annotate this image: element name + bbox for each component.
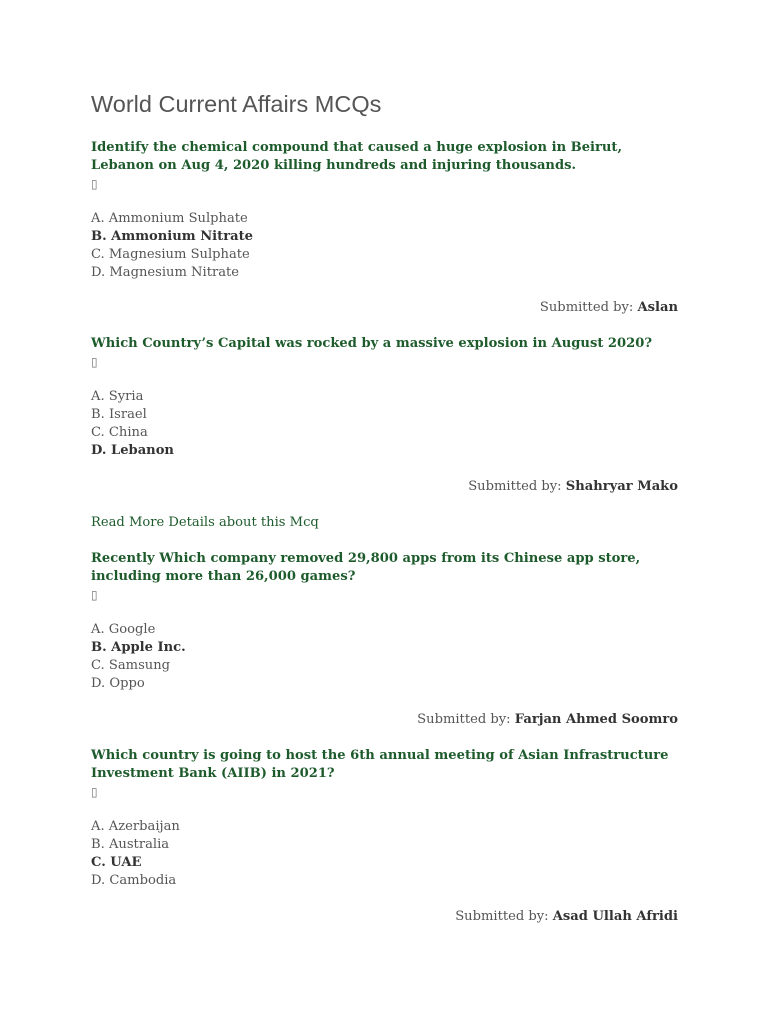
correct-option: D. Lebanon xyxy=(91,443,174,458)
option: B. Israel xyxy=(91,407,147,422)
read-more-link[interactable]: Read More Details about this Mcq xyxy=(91,515,319,530)
option: D. Cambodia xyxy=(91,873,177,888)
submitted-label: Submitted by: xyxy=(417,712,511,727)
submitter-name: Shahryar Mako xyxy=(565,479,678,494)
mcq-item xyxy=(91,139,681,282)
option: C. Magnesium Sulphate xyxy=(91,247,250,262)
option: B. Australia xyxy=(91,837,170,852)
option: C. Samsung xyxy=(91,658,171,673)
page-title: World Current Affairs MCQs xyxy=(91,91,382,117)
submitted-label: Submitted by: xyxy=(455,909,549,924)
option: A. Google xyxy=(91,622,156,637)
question-text: Which Country’s Capital was rocked by a massive explosion in August 2020? xyxy=(91,336,653,351)
submitted-by xyxy=(455,908,678,926)
submitted-by xyxy=(540,299,678,317)
options-list xyxy=(91,621,681,693)
option: A. Syria xyxy=(91,389,144,404)
correct-option: B. Ammonium Nitrate xyxy=(91,229,253,244)
options-list xyxy=(91,210,681,282)
submitted-label: Submitted by: xyxy=(468,479,562,494)
option: A. Ammonium Sulphate xyxy=(91,211,248,226)
submitter-name: Farjan Ahmed Soomro xyxy=(514,712,678,727)
box-glyph-icon: ▯ xyxy=(91,177,98,191)
options-list xyxy=(91,388,681,460)
box-glyph-icon: ▯ xyxy=(91,785,98,799)
submitted-by xyxy=(417,711,678,729)
correct-option: C. UAE xyxy=(91,855,142,870)
question-text: Identify the chemical compound that caused a huge explosion in Beirut, Lebanon on Aug 4, 2020 killing hundreds and injuring thousands. xyxy=(91,140,623,173)
options-list xyxy=(91,818,681,890)
mcq-item xyxy=(91,335,681,460)
submitted-by xyxy=(468,478,678,496)
box-glyph-icon: ▯ xyxy=(91,355,98,369)
question-text: Recently Which company removed 29,800 apps from its Chinese app store, including more than 26,000 games? xyxy=(91,551,641,584)
mcq-item xyxy=(91,550,681,693)
option: A. Azerbaijan xyxy=(91,819,180,834)
mcq-item xyxy=(91,747,681,890)
submitted-label: Submitted by: xyxy=(539,300,634,315)
submitter-name: Aslan xyxy=(637,300,678,315)
correct-option: B. Apple Inc. xyxy=(91,640,186,655)
box-glyph-icon: ▯ xyxy=(91,588,98,602)
option: C. China xyxy=(91,425,148,440)
option: D. Magnesium Nitrate xyxy=(91,265,240,280)
submitter-name: Asad Ullah Afridi xyxy=(552,909,678,924)
question-text: Which country is going to host the 6th annual meeting of Asian Infrastructure Investment Bank (AIIB) in 2021? xyxy=(91,748,669,781)
option: D. Oppo xyxy=(91,676,145,691)
